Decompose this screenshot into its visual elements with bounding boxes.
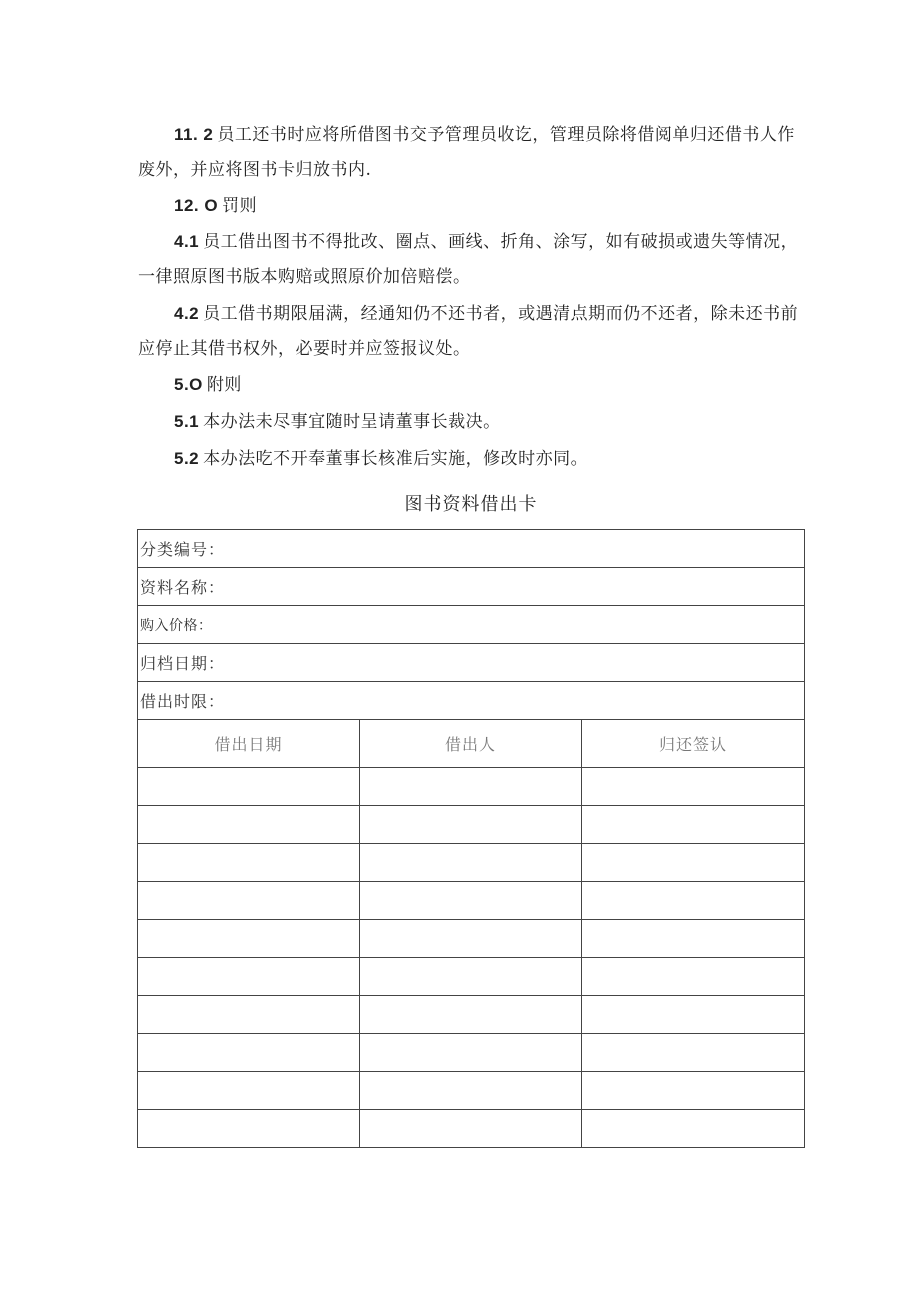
field-archive-date: 归档日期： — [138, 644, 805, 682]
table-cell — [138, 768, 360, 806]
table-row — [138, 882, 805, 920]
paragraph-5-2 — [138, 441, 804, 477]
clause-text: 员工借书期限届满，经通知仍不还书者，或遇清点期而仍不还者，除未还书前应停止其借书权外，必要时并应签报议处。 — [138, 304, 799, 359]
table-cell — [360, 1110, 582, 1148]
table-cell — [360, 1034, 582, 1072]
table-cell — [360, 768, 582, 806]
table-cell — [360, 844, 582, 882]
table-row — [138, 806, 805, 844]
table-cell — [582, 882, 805, 920]
field-row — [138, 568, 805, 606]
table-row — [138, 1034, 805, 1072]
table-cell — [138, 996, 360, 1034]
table-cell — [138, 920, 360, 958]
paragraph-4-1 — [138, 224, 804, 295]
table-cell — [582, 1110, 805, 1148]
table-cell — [582, 844, 805, 882]
clause-text: 罚则 — [222, 196, 258, 216]
table-row — [138, 920, 805, 958]
clause-text: 本办法未尽事宜随时呈请董事长裁决。 — [203, 412, 501, 432]
table-cell — [582, 768, 805, 806]
table-row — [138, 958, 805, 996]
field-row — [138, 606, 805, 644]
table-cell — [138, 844, 360, 882]
clause-text: 员工借出图书不得批改、圈点、画线、折角、涂写，如有破损或遗失等情况，一律照原图书版本购赔或照原价加倍赔偿。 — [138, 232, 799, 287]
column-header-row — [138, 720, 805, 768]
field-row — [138, 530, 805, 568]
clause-text: 本办法吃不开奉董事长核准后实施，修改时亦同。 — [203, 449, 589, 469]
table-row — [138, 768, 805, 806]
field-row — [138, 682, 805, 720]
table-row — [138, 1072, 805, 1110]
clause-number: 4.1 — [174, 232, 200, 251]
clause-number: 5.O — [174, 375, 203, 394]
clause-number: 5.1 — [174, 412, 200, 431]
field-purchase-price: 购入价格： — [138, 606, 805, 644]
paragraph-5-0 — [138, 367, 804, 403]
table-cell — [582, 806, 805, 844]
table-cell — [360, 996, 582, 1034]
column-header-borrower: 借出人 — [360, 720, 582, 768]
table-row — [138, 844, 805, 882]
field-row — [138, 644, 805, 682]
paragraph-5-1 — [138, 404, 804, 440]
table-cell — [582, 920, 805, 958]
clause-number: 5.2 — [174, 449, 200, 468]
table-cell — [138, 1072, 360, 1110]
paragraph-12-0 — [138, 188, 804, 224]
table-cell — [138, 1110, 360, 1148]
clause-text: 员工还书时应将所借图书交予管理员收讫，管理员除将借阅单归还借书人作废外，并应将图书卡归放书内. — [138, 125, 795, 180]
table-row — [138, 996, 805, 1034]
table-cell — [582, 996, 805, 1034]
table-cell — [138, 806, 360, 844]
table-cell — [582, 1072, 805, 1110]
table-cell — [360, 958, 582, 996]
field-category-number: 分类编号： — [138, 530, 805, 568]
table-cell — [582, 958, 805, 996]
book-lending-card — [137, 529, 805, 1148]
paragraph-4-2 — [138, 296, 804, 367]
table-cell — [138, 882, 360, 920]
clause-number: 12. O — [174, 196, 219, 215]
table-cell — [138, 958, 360, 996]
table-cell — [138, 1034, 360, 1072]
table-cell — [360, 806, 582, 844]
table-row — [138, 1110, 805, 1148]
table-cell — [360, 882, 582, 920]
card-title: 图书资料借出卡 — [404, 494, 538, 515]
table-cell — [582, 1034, 805, 1072]
field-loan-period: 借出时限： — [138, 682, 805, 720]
column-header-return-sign: 归还签认 — [582, 720, 805, 768]
column-header-loan-date: 借出日期 — [138, 720, 360, 768]
table-cell — [360, 920, 582, 958]
clause-number: 11. 2 — [174, 125, 214, 144]
clause-number: 4.2 — [174, 304, 200, 323]
table-cell — [360, 1072, 582, 1110]
clause-text: 附则 — [206, 375, 242, 395]
field-material-name: 资料名称： — [138, 568, 805, 606]
paragraph-11-2 — [138, 117, 804, 188]
